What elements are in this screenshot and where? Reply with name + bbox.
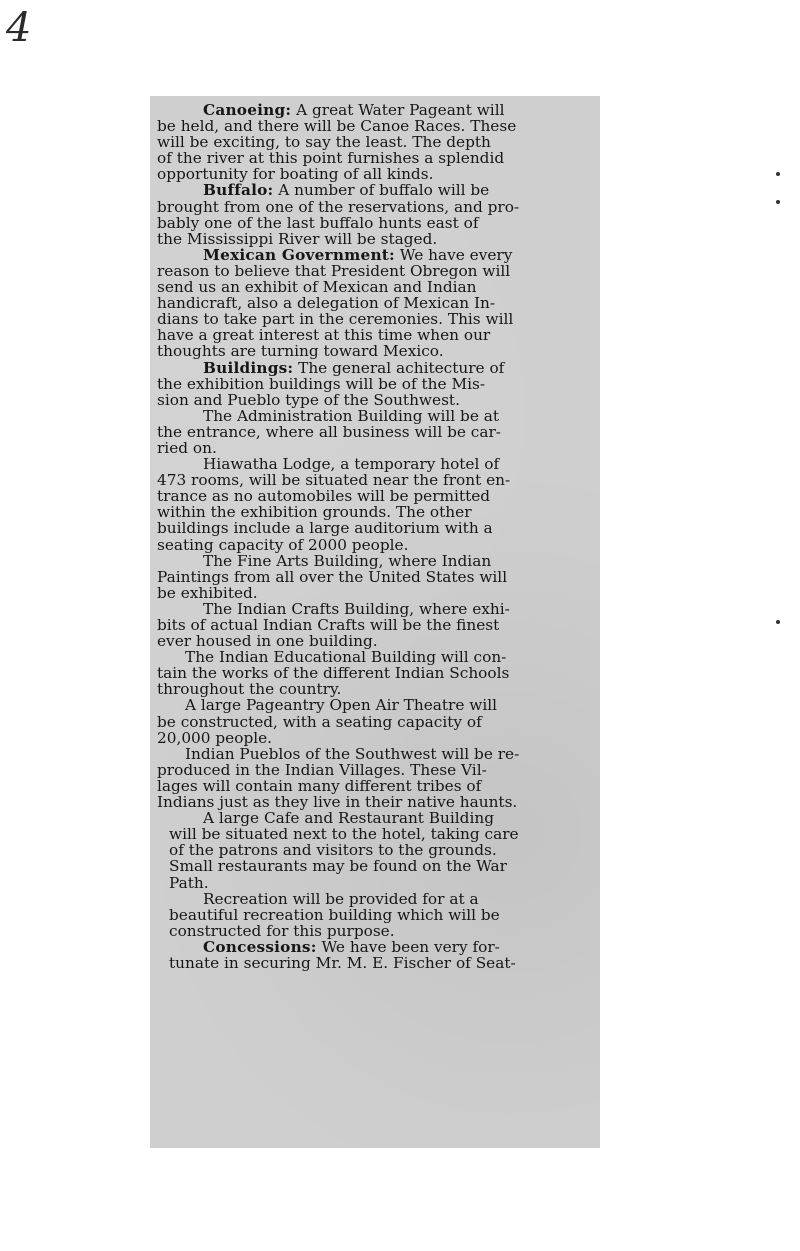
paragraph-mexican-government [157, 247, 594, 360]
text-buildings: The general achitecture of the exhibition buildings will be of the Mis- sion and Pueblo type of the Southwest. [157, 358, 505, 409]
paragraph-indian-crafts-building: The Indian Crafts Building, where exhi- bits of actual Indian Crafts will be the finest ever housed in one building. [157, 599, 510, 651]
paragraph-administration-building: The Administration Building will be at the entrance, where all business will be car- ried on. [157, 406, 501, 457]
paragraph-concessions [157, 939, 594, 971]
text-buffalo: A number of buffalo will be brought from one of the reservations, and pro- bably one of the last buffalo hunts east of the Mississippi River will be staged. [157, 181, 520, 248]
paragraph-canoeing [157, 102, 594, 182]
paragraph-fine-arts-building: The Fine Arts Building, where Indian Paintings from all over the United States will be exhibited. [157, 551, 508, 602]
heading-buffalo: Buffalo: [203, 181, 274, 200]
paragraph-open-air-theatre: A large Pageantry Open Air Theatre will be constructed, with a seating capacity of 20,000 people. [157, 696, 498, 747]
heading-mexican-government: Mexican Government: [203, 245, 395, 264]
heading-concessions: Concessions: [203, 937, 317, 956]
scan-mark-upper [776, 172, 780, 176]
page-number: 4 [6, 5, 32, 51]
heading-canoeing: Canoeing: [203, 101, 292, 119]
heading-buildings: Buildings: [203, 358, 294, 377]
paragraph-hiawatha-lodge: Hiawatha Lodge, a temporary hotel of 473 rooms, will be situated near the front en- trance as no automobiles will be permitted within the exhibition grounds. The other buildings include a large auditorium with a seating capacity of 2000 people. [157, 455, 511, 554]
paragraph-indian-educational-building: The Indian Educational Building will con- tain the works of the different Indian Schools throughout the country. [157, 648, 510, 699]
text-mexican-government: We have every reason to believe that President Obregon will send us an exhibit of Mexican and Indian handicraft, also a delegation of Mexican In- dians to take part in the ceremonies. This will have a great interest at this time when our thoughts are turning toward Mexico. [157, 245, 514, 361]
paragraph-recreation: Recreation will be provided for at a beautiful recreation building which will be constructed for this purpose. [169, 889, 500, 940]
text-concessions: We have been very for- tunate in securing Mr. M. E. Fischer of Seat- [169, 937, 516, 972]
paragraph-buildings [157, 360, 594, 408]
paragraph-buffalo [157, 182, 594, 246]
text-canoeing: A great Water Pageant will be held, and there will be Canoe Races. These will be exciting, to say the least. The depth of the river at this point furnishes a splendid opportunity for boating of all kinds. [157, 101, 517, 184]
newspaper-clipping [150, 96, 600, 1148]
paragraph-indian-pueblos: Indian Pueblos of the Southwest will be re- produced in the Indian Villages. These Vil- lages will contain many different tribes of Indians just as they live in their native haunts. [157, 744, 520, 812]
scan-mark-lower [776, 620, 780, 624]
paragraph-cafe-restaurant: A large Cafe and Restaurant Building will be situated next to the hotel, taking care of the patrons and visitors to the grounds. Small restaurants may be found on the War Path. [169, 809, 519, 892]
scan-mark-middle [776, 200, 780, 204]
